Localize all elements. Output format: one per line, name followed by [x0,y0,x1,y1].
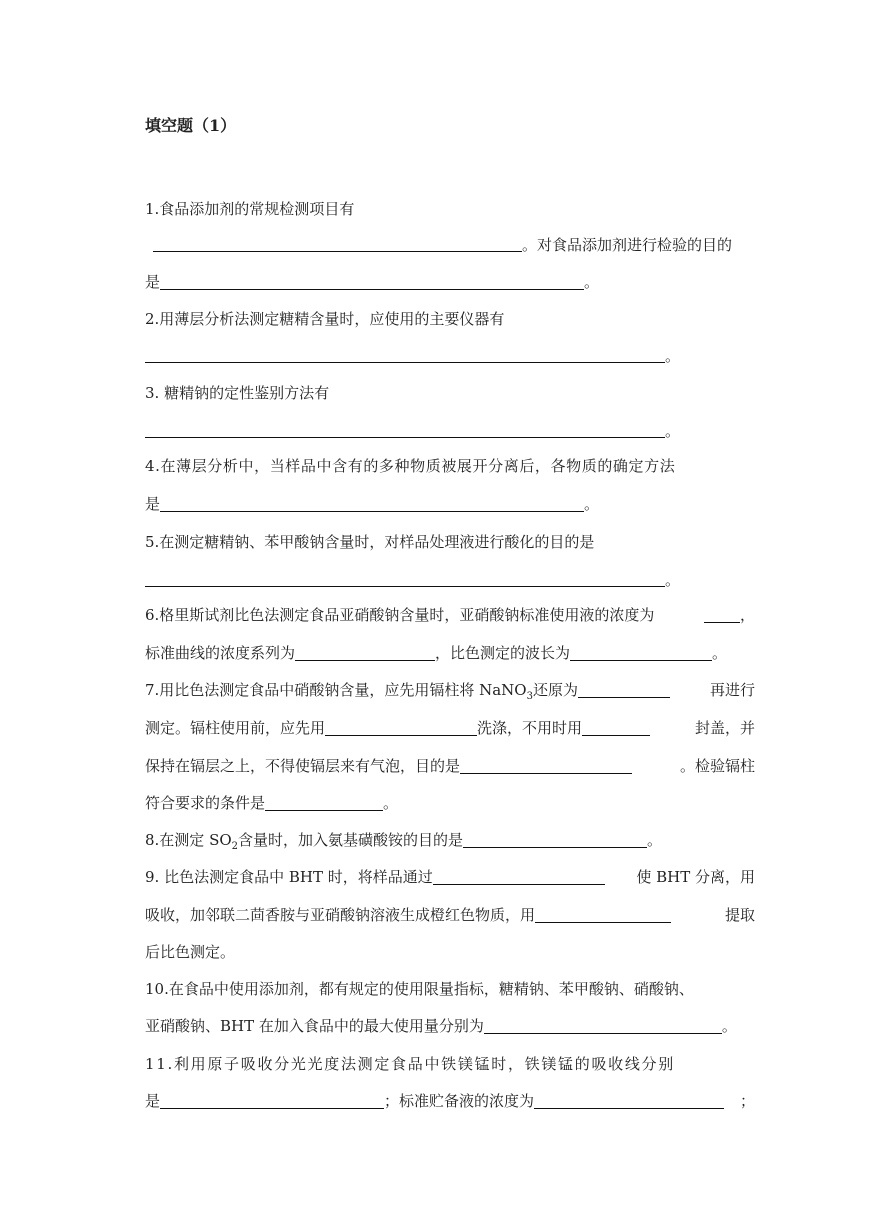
answer-blank[interactable] [484,1017,722,1034]
question-7-line1 [145,680,755,707]
answer-blank[interactable] [460,757,632,774]
question-7-line4 [145,793,755,813]
answer-blank[interactable] [160,495,584,512]
period: 。 [712,644,728,662]
answer-blank[interactable] [295,644,435,661]
question-8-text [145,830,755,857]
question-8-text-a: 8.在测定 SO [145,831,232,849]
answer-blank[interactable] [534,1092,724,1109]
question-1-line3 [145,272,755,292]
period: 。 [584,273,600,291]
period: 。 [647,831,663,849]
question-10-line2 [145,1016,755,1036]
question-7-text: 保持在镉层之上，不得使镉层来有气泡，目的是 [145,757,461,775]
question-6-text: 6.格里斯试剂比色法测定食品亚硝酸钠含量时，亚硝酸钠标准使用液的浓度为 [145,606,655,624]
question-4-text: 4.在薄层分析中，当样品中含有的多种物质被展开分离后，各物质的确定方法 [145,457,676,475]
subscript: 3 [526,691,533,702]
answer-blank[interactable] [433,868,605,885]
semicolon: ； [739,1092,755,1110]
question-10-text: 10.在食品中使用添加剂，都有规定的使用限量指标，糖精钠、苯甲酸钠、硝酸钠、 [145,980,694,998]
period: 。 [721,1017,737,1035]
question-4-line2 [145,494,755,514]
question-7-text: 符合要求的条件是 [145,794,266,812]
page-title: 填空题（1） [145,116,237,135]
answer-blank[interactable] [153,251,522,252]
question-6-line1 [145,605,755,625]
answer-blank[interactable] [145,437,665,438]
question-9-text: 使 BHT 分离，用 [636,868,755,886]
question-1-text: 1.食品添加剂的常规检测项目有 [145,200,355,218]
period: 。 [584,495,600,513]
answer-blank[interactable] [582,719,650,736]
question-4-prefix: 是 [145,495,161,513]
answer-blank[interactable] [463,831,647,848]
answer-blank[interactable] [704,606,740,623]
subscript: 2 [231,841,239,852]
question-7-line2 [145,718,755,738]
period: 。 [665,347,681,365]
question-2-text: 2.用薄层分析法测定糖精含量时，应使用的主要仪器有 [145,310,505,328]
answer-blank[interactable] [160,273,584,290]
question-6-text: ，比色测定的波长为 [435,644,571,662]
question-7-text: 封盖，并 [694,719,755,737]
comma: ， [739,606,755,624]
question-9-text: 提取 [724,906,755,924]
period: 。 [665,571,681,589]
question-7-line3 [145,756,755,776]
question-9-line3: 后比色测定。 [145,943,236,961]
answer-blank[interactable] [578,681,670,698]
question-9-line2 [145,905,755,925]
question-5-text: 5.在测定糖精钠、苯甲酸钠含量时，对样品处理液进行酸化的目的是 [145,533,595,551]
answer-blank[interactable] [160,1092,384,1109]
answer-blank[interactable] [265,794,383,811]
question-6-line2 [145,643,755,663]
question-6-text: 标准曲线的浓度系列为 [145,644,296,662]
question-7-text: 7.用比色法测定食品中硝酸钠含量，应先用镉柱将 NaNO [145,681,527,699]
question-1-prefix: 是 [145,273,161,291]
period: 。 [383,794,399,812]
answer-blank[interactable] [145,586,665,587]
question-8-text-b: 含量时，加入氨基磺酸铵的目的是 [238,831,464,849]
period: 。 [665,422,681,440]
question-11-text: 11.利用原子吸收分光光度法测定食品中铁镁锰时，铁镁锰的吸收线分别 [145,1055,675,1073]
question-7-text: 洗涤，不用时用 [477,719,583,737]
question-9-text: 9. 比色法测定食品中 BHT 时，将样品通过 [145,868,433,886]
question-7-text: 再进行 [709,681,755,699]
question-7-text: 测定。镉柱使用前，应先用 [145,719,326,737]
question-9-text: 吸收，加邻联二茴香胺与亚硝酸钠溶液生成橙红色物质，用 [145,906,536,924]
question-3-text: 3. 糖精钠的定性鉴别方法有 [145,384,330,402]
answer-blank[interactable] [325,719,477,736]
question-9-line1 [145,867,755,887]
question-11-text: ；标准贮备液的浓度为 [384,1092,535,1110]
answer-blank[interactable] [145,362,665,363]
question-10-text: 亚硝酸钠、BHT 在加入食品中的最大使用量分别为 [145,1017,484,1035]
question-11-line2 [145,1091,755,1111]
answer-blank[interactable] [570,644,712,661]
question-7-text: 。检验镉柱 [679,757,755,775]
question-11-text: 是 [145,1092,161,1110]
answer-blank[interactable] [535,906,671,923]
question-1-suffix: 。对食品添加剂进行检验的目的 [522,236,733,254]
question-7-text: 还原为 [532,681,578,699]
